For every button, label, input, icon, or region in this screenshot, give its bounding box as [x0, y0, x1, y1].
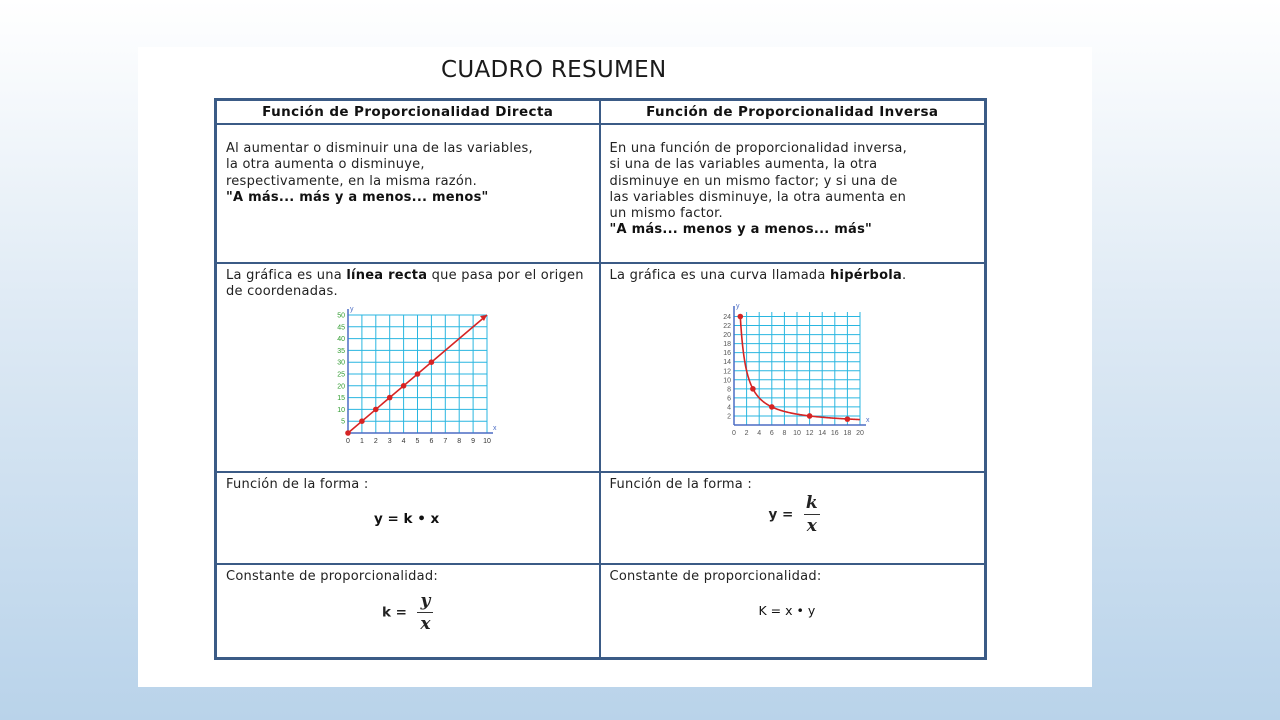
y-tick-label: 10	[337, 406, 345, 414]
inverse-form-label: Función de la forma :	[609, 476, 752, 492]
direct-proportion-chart	[217, 304, 601, 454]
inverse-formula-den: x	[806, 515, 817, 536]
data-point	[401, 383, 407, 389]
y-tick-label: 12	[722, 368, 731, 376]
inverse-form-cell	[600, 472, 986, 565]
page-title: CUADRO RESUMEN	[441, 57, 667, 83]
inverse-def-line-3: disminuye en un mismo factor; y si una de	[609, 173, 898, 189]
header-inverse: Función de Proporcionalidad Inversa	[600, 100, 986, 125]
slide	[138, 47, 1092, 687]
inverse-constant-formula: K = x • y	[758, 603, 816, 619]
x-tick-label: 18	[843, 429, 851, 437]
inverse-constant-cell	[600, 564, 986, 658]
data-point	[844, 416, 850, 422]
data-point	[415, 371, 421, 377]
inverse-formula	[769, 493, 820, 536]
y-tick-label: 50	[337, 312, 345, 320]
y-tick-label: 15	[337, 395, 345, 403]
series-curve	[740, 314, 860, 419]
y-tick-label: 20	[722, 331, 731, 339]
direct-constant-label: Constante de proporcionalidad:	[226, 569, 438, 585]
x-tick-label: 6	[769, 429, 774, 437]
x-tick-label: 0	[346, 438, 350, 446]
data-point	[373, 407, 379, 413]
x-tick-label: 4	[756, 429, 761, 437]
inverse-formula-fraction	[804, 493, 820, 536]
direct-constant-den: x	[420, 614, 431, 635]
y-tick-label: 40	[337, 336, 345, 344]
inverse-def-line-2: si una de las variables aumenta, la otra	[609, 157, 878, 173]
y-tick-label: 2	[726, 413, 731, 421]
direct-graph-text-pre: La gráfica es una	[226, 267, 342, 283]
y-tick-label: 10	[722, 377, 731, 385]
x-tick-label: 3	[387, 438, 392, 446]
direct-def-line-1: Al aumentar o disminuir una de las variables,	[226, 141, 533, 157]
y-tick-label: 24	[722, 313, 731, 321]
y-tick-label: 20	[337, 383, 345, 391]
inverse-graph-text-pre: La gráfica es una curva llamada	[609, 267, 826, 283]
x-tick-label: 6	[429, 438, 434, 446]
inverse-quote: "A más... menos y a menos... más"	[609, 222, 873, 238]
inverse-def-line-1: En una función de proporcionalidad inversa,	[609, 141, 907, 157]
direct-constant-formula	[382, 591, 433, 634]
inverse-formula-lhs: y =	[768, 506, 794, 523]
direct-constant-num: y	[420, 591, 431, 612]
direct-graph-text-bold: línea recta	[346, 267, 428, 283]
direct-quote: "A más... más y a menos... menos"	[226, 189, 489, 205]
x-tick-label: 1	[359, 438, 364, 446]
y-tick-label: 45	[337, 324, 345, 332]
y-axis-label: y	[735, 302, 739, 310]
data-point	[387, 395, 393, 401]
data-point	[359, 418, 365, 424]
direct-constant-cell	[216, 564, 600, 658]
x-tick-label: 8	[781, 429, 786, 437]
y-tick-label: 16	[722, 350, 731, 358]
x-tick-label: 14	[817, 429, 826, 437]
inverse-definition-cell	[600, 124, 986, 263]
inverse-proportion-chart	[601, 294, 987, 454]
y-axis-label: y	[350, 306, 354, 314]
x-tick-label: 4	[401, 438, 406, 446]
header-direct: Función de Proporcionalidad Directa	[216, 100, 600, 125]
y-tick-label: 8	[726, 386, 731, 394]
x-tick-label: 0	[731, 429, 736, 437]
y-tick-label: 30	[337, 359, 345, 367]
y-tick-label: 14	[722, 359, 731, 367]
x-tick-label: 8	[457, 438, 462, 446]
direct-constant-fraction	[417, 591, 433, 634]
direct-def-line-3: respectivamente, en la misma razón.	[226, 173, 477, 189]
data-point	[769, 404, 775, 410]
inverse-graph-text-post: .	[902, 267, 907, 283]
direct-formula: y = k • x	[374, 510, 440, 527]
inverse-def-line-4: las variables disminuye, la otra aumenta en	[609, 189, 907, 205]
inverse-def-line-5: un mismo factor.	[609, 205, 723, 221]
direct-form-cell	[216, 472, 600, 565]
y-tick-label: 35	[337, 347, 345, 355]
y-tick-label: 6	[726, 395, 731, 403]
x-tick-label: 7	[443, 438, 448, 446]
x-tick-label: 2	[744, 429, 749, 437]
y-tick-label: 25	[337, 371, 345, 379]
x-tick-label: 16	[830, 429, 839, 437]
inverse-constant-label: Constante de proporcionalidad:	[609, 569, 822, 585]
direct-definition-cell	[216, 124, 600, 263]
data-point	[806, 413, 812, 419]
x-tick-label: 10	[792, 429, 801, 437]
data-point	[345, 430, 351, 436]
data-point	[737, 314, 743, 320]
fraction-bar	[417, 612, 433, 613]
direct-constant-lhs: k =	[382, 604, 407, 621]
y-tick-label: 18	[722, 340, 731, 348]
x-tick-label: 20	[855, 429, 864, 437]
x-tick-label: 9	[471, 438, 476, 446]
direct-def-line-2: la otra aumenta o disminuye,	[226, 157, 425, 173]
inverse-graph-text-bold: hipérbola	[830, 267, 902, 283]
y-tick-label: 4	[726, 404, 731, 412]
summary-table	[214, 98, 987, 660]
x-axis-label: x	[493, 425, 497, 433]
x-tick-label: 10	[483, 438, 491, 446]
x-tick-label: 12	[805, 429, 813, 437]
direct-graph-text-post: que pasa por el origen de coordenadas.	[226, 267, 584, 299]
x-axis-label: x	[865, 416, 869, 424]
y-tick-label: 22	[722, 322, 731, 330]
inverse-graph-cell	[600, 263, 986, 472]
fraction-bar	[804, 514, 820, 515]
direct-graph-cell	[216, 263, 600, 472]
direct-form-label: Función de la forma :	[226, 476, 369, 492]
data-point	[429, 359, 435, 365]
inverse-formula-num: k	[805, 492, 818, 513]
x-tick-label: 2	[373, 438, 378, 446]
data-point	[750, 386, 756, 392]
y-tick-label: 5	[341, 418, 345, 426]
x-tick-label: 5	[415, 438, 420, 446]
